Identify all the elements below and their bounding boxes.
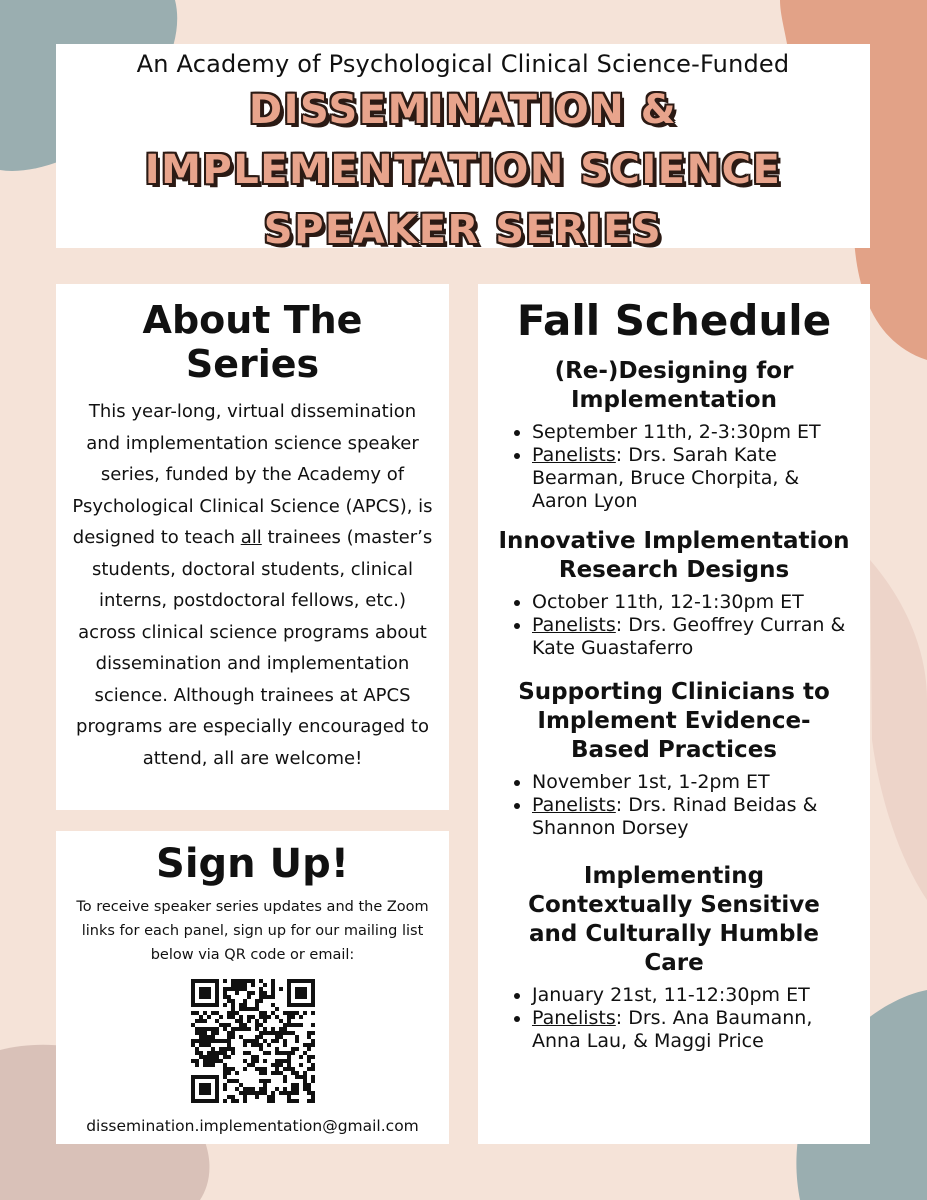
header-card (56, 44, 870, 253)
session-details (494, 591, 854, 660)
panelists-label: Panelists (532, 794, 616, 816)
session-panelists (532, 614, 854, 660)
about-body (70, 396, 435, 774)
series-subtitle: An Academy of Psychological Clinical Science-Funded (136, 50, 790, 78)
panelists-label: Panelists (532, 614, 616, 636)
series-title-line-2: IMPLEMENTATION SCIENCE (144, 147, 782, 193)
session-date: • October 11th, 12-1:30pm ET (532, 591, 854, 614)
panelists-names: : Drs. Geoffrey Curran & Kate Guastaferro (532, 614, 846, 659)
schedule-card (478, 284, 870, 1144)
signup-text: To receive speaker series updates and the Zoom links for each panel, sign up for our mailing list below via QR code or email: (76, 899, 429, 963)
rose-blob-right (870, 560, 927, 900)
schedule-heading: Fall Schedule (516, 296, 832, 345)
session-details (494, 771, 854, 840)
signup-email[interactable]: dissemination.implementation@gmail.com (86, 1117, 419, 1135)
session-panelists (532, 444, 854, 513)
session-panelists (532, 1007, 854, 1053)
signup-card (56, 831, 449, 1144)
session-details (494, 421, 854, 513)
session-1 (494, 357, 854, 513)
session-date: • November 1st, 1-2pm ET (532, 771, 854, 794)
series-title-line-1: DISSEMINATION & (248, 87, 678, 133)
session-title: (Re-)Designing for Implementation (554, 358, 794, 413)
qr-code[interactable] (191, 979, 315, 1103)
about-body-part-1: This year-long, virtual dissemination and implementation science speaker series, funded by the Academy of Psychological Clinical Science (APCS), is designed to teach (72, 401, 433, 548)
session-4 (494, 862, 854, 1053)
session-panelists (532, 794, 854, 840)
session-2 (494, 527, 854, 660)
panelists-names: : Drs. Ana Baumann, Anna Lau, & Maggi Price (532, 1007, 813, 1052)
about-heading: About The Series (142, 298, 363, 386)
signup-heading: Sign Up! (156, 841, 349, 887)
panelists-names: : Drs. Sarah Kate Bearman, Bruce Chorpita, & Aaron Lyon (532, 444, 800, 512)
session-title: Implementing Contextually Sensitive and Culturally Humble Care (528, 863, 820, 976)
session-details (494, 984, 854, 1053)
session-date: • January 21st, 11-12:30pm ET (532, 984, 854, 1007)
about-body-part-2: trainees (master’s students, doctoral students, clinical interns, postdoctoral fellows, etc.) across clinical science programs about dissemination and implementation science. Although trainees at APCS programs are especially encouraged to attend, all are welcome! (76, 527, 433, 769)
series-title-line-3: SPEAKER SERIES (263, 207, 663, 253)
session-title: Innovative Implementation Research Designs (498, 528, 850, 583)
about-card (56, 284, 449, 810)
session-3 (494, 678, 854, 840)
about-body-emphasis: all (240, 527, 262, 548)
panelists-names: : Drs. Rinad Beidas & Shannon Dorsey (532, 794, 818, 839)
session-date: • September 11th, 2-3:30pm ET (532, 421, 854, 444)
panelists-label: Panelists (532, 1007, 616, 1029)
session-title: Supporting Clinicians to Implement Evidence-Based Practices (518, 679, 830, 763)
panelists-label: Panelists (532, 444, 616, 466)
